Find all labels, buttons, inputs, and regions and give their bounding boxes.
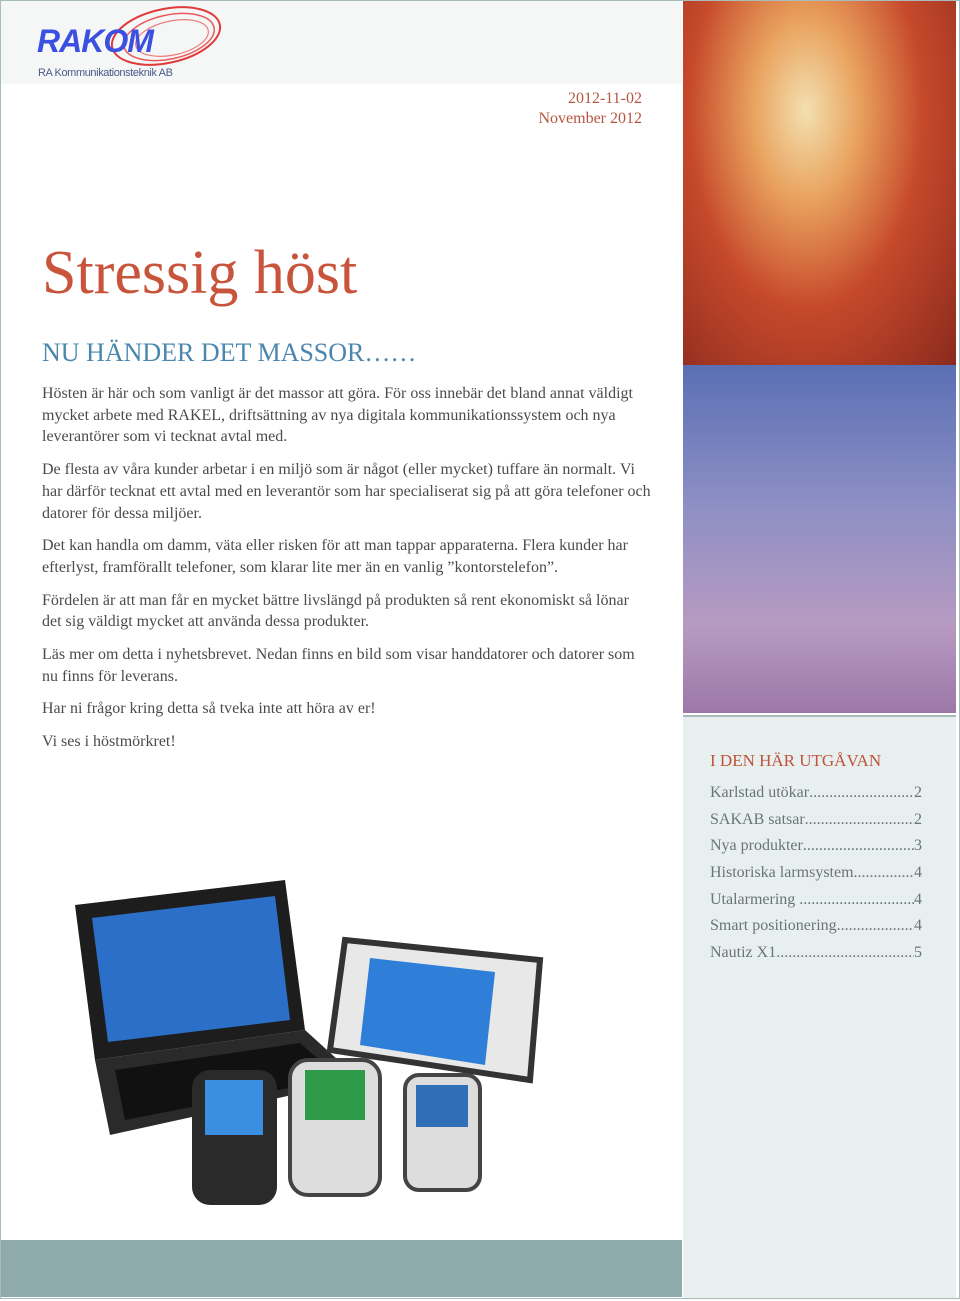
toc-item-label: SAKAB satsar (710, 811, 805, 828)
toc-item-page: 3 (914, 837, 922, 854)
toc-title: I DEN HÄR UTGÅVAN (710, 751, 882, 770)
toc-item-page: 5 (914, 944, 922, 961)
toc-item-label: Nya produkter (710, 837, 803, 854)
toc-item-label: Smart positionering (710, 917, 837, 934)
paragraph: Hösten är här och som vanligt är det massor att göra. För oss innebär det bland annat väldigt mycket arbete med RAKEL, driftsättning av nya digitala kommunikationssystem och nya leverantörer som vi tecknat avtal med. (42, 385, 633, 446)
toc-item-label: Historiska larmsystem (710, 864, 854, 881)
toc-item-page: 4 (914, 891, 922, 908)
issue-month: November 2012 (538, 110, 642, 127)
paragraph: Det kan handla om damm, väta eller risken för att man tappar apparaterna. Flera kunder har efterlyst, framförallt telefoner, som klarar lite mer än en vanlig ”kontorstelefon”. (42, 537, 628, 576)
toc-item[interactable] (710, 784, 922, 802)
toc-item[interactable] (710, 917, 922, 935)
toc-item-page: 4 (914, 864, 922, 881)
toc-item-label: Nautiz X1 (710, 944, 777, 961)
section-heading: NU HÄNDER DET MASSOR…… (42, 338, 417, 367)
radio-tower-photo (683, 365, 956, 713)
logo-subtitle: RA Kommunikationsteknik AB (38, 67, 173, 79)
paragraph: Vi ses i höstmörkret! (42, 733, 176, 751)
toc-item[interactable] (710, 811, 922, 829)
toc-item-page: 2 (914, 811, 922, 828)
train-tunnel-photo (683, 1, 956, 365)
footer-band (1, 1240, 682, 1297)
handheld-image-1 (192, 1070, 277, 1205)
page-title: Stressig höst (42, 239, 358, 307)
paragraph: De flesta av våra kunder arbetar i en miljö som är något (eller mycket) tuffare än normalt. Vi har därför tecknat ett avtal med en leverantör som har specialiserat sig på att göra telefoner och datorer för dessa miljöer. (42, 461, 651, 522)
toc-item[interactable] (710, 891, 922, 909)
toc-item-label: Utalarmering (710, 891, 800, 908)
toc-item-label: Karlstad utökar (710, 784, 810, 801)
paragraph: Läs mer om detta i nyhetsbrevet. Nedan finns en bild som visar handdatorer och datorer som nu finns för leverans. (42, 646, 635, 685)
toc-item[interactable] (710, 837, 922, 855)
issue-date: 2012-11-02 (567, 90, 642, 107)
paragraph: Har ni frågor kring detta så tveka inte att höra av er! (42, 700, 376, 718)
table-of-contents (683, 715, 956, 1299)
article-body (42, 383, 652, 764)
handheld-image-2 (290, 1060, 380, 1195)
header-band (1, 1, 682, 84)
rugged-devices-image (70, 880, 610, 1210)
toc-item-page: 4 (914, 917, 922, 934)
toc-item[interactable] (710, 864, 922, 882)
toc-item[interactable] (710, 944, 922, 962)
paragraph: Fördelen är att man får en mycket bättre livslängd på produkten så rent ekonomiskt så lönar det sig väldigt mycket att använda dessa produkter. (42, 591, 629, 631)
toc-item-page: 2 (914, 784, 922, 801)
logo: RAKOM (37, 23, 153, 59)
handheld-image-3 (405, 1075, 480, 1190)
